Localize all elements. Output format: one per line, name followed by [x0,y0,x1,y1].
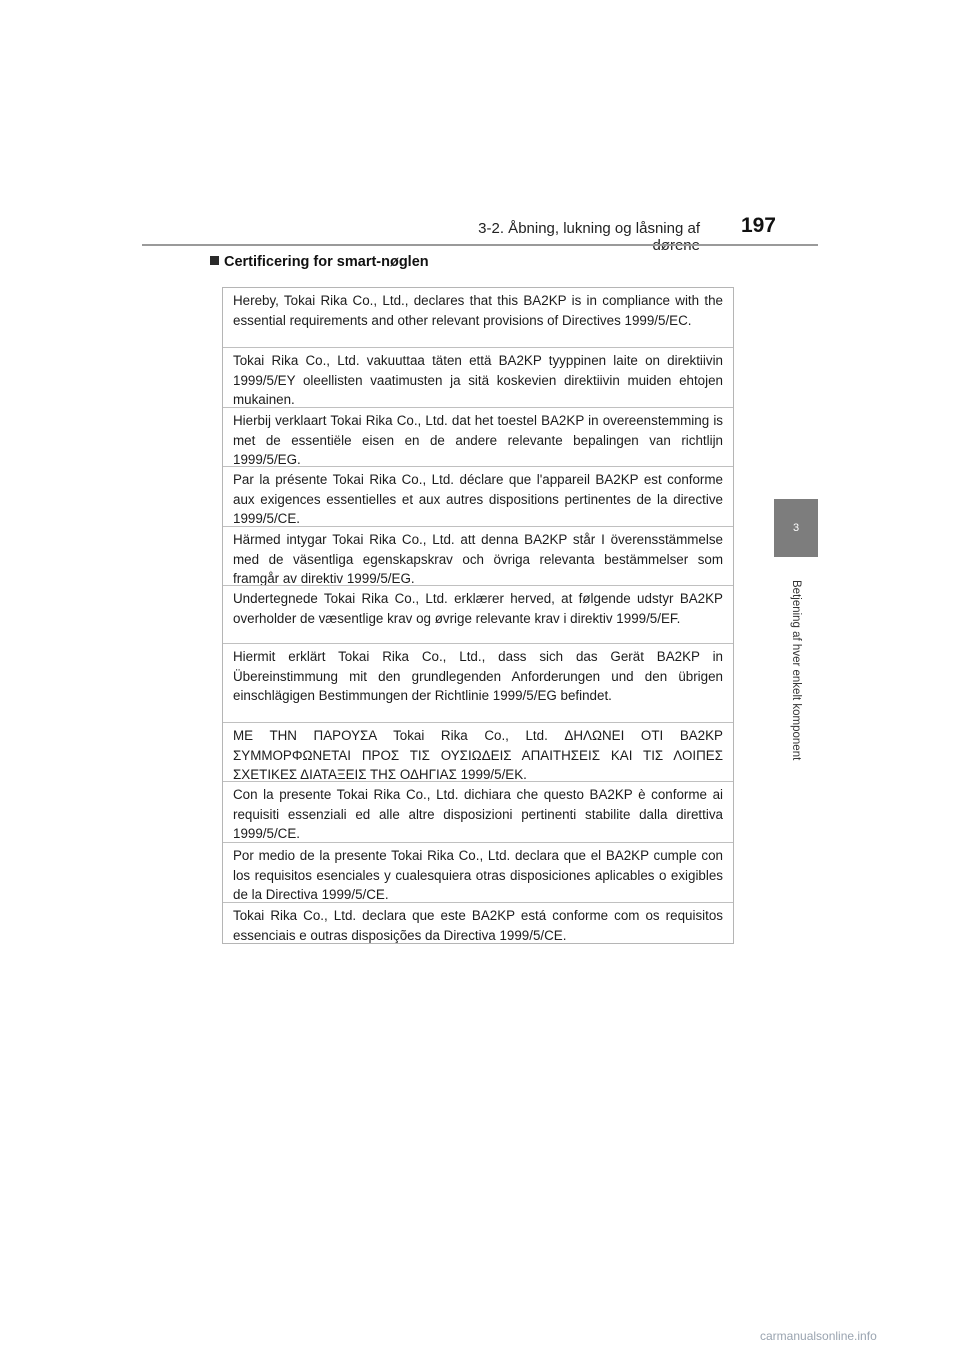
page-number: 197 [740,214,776,237]
declaration-row-da: Undertegnede Tokai Rika Co., Ltd. erklærer herved, at følgende udstyr BA2KP overholder de væsentlige krav og øvrige relevante krav i direktiv 1999/5/EF. [223,586,733,644]
square-bullet-icon [210,256,219,265]
declaration-row-en: Hereby, Tokai Rika Co., Ltd., declares that this BA2KP is in compliance with the essential requirements and other relevant provisions of Directives 1999/5/EC. [223,288,733,348]
declaration-row-de: Hiermit erklärt Tokai Rika Co., Ltd., dass sich das Gerät BA2KP in Übereinstimmung mit den grundlegenden Anforderungen und den übrigen einschlägigen Bestimmungen der Richtlinie 1999/5/EG befindet. [223,644,733,723]
section-title: 3-2. Åbning, lukning og låsning af [478,220,700,237]
declaration-row-el: ΜΕ ΤΗΝ ΠΑΡΟΥΣΑ Tokai Rika Co., Ltd. ΔΗΛΩΝΕΙ ΟΤΙ BA2KP ΣΥΜΜΟΡΦΩΝΕΤΑΙ ΠΡΟΣ ΤΙΣ ΟΥΣΙΩΔΕΙΣ ΑΠΑΙΤΗΣΕΙΣ ΚΑΙ ΤΙΣ ΛΟΙΠΕΣ ΣΧΕΤΙΚΕΣ ΔΙΑΤΑΞΕΙΣ ΤΗΣ ΟΔΗΓΙΑΣ 1999/5/ΕΚ. [223,723,733,782]
watermark: carmanualsonline.info [760,1329,877,1343]
declaration-row-it: Con la presente Tokai Rika Co., Ltd. dichiara che questo BA2KP è conforme ai requisiti essenziali ed alle altre disposizioni pertinenti stabilite dalla direttiva 1999/5/CE. [223,782,733,843]
chapter-tab [774,499,818,557]
declaration-row-pt: Tokai Rika Co., Ltd. declara que este BA2KP está conforme com os requisitos essenciais e outras disposições da Directiva 1999/5/CE. [233,908,723,943]
section-heading [210,254,429,270]
declaration-row-nl: Hierbij verklaart Tokai Rika Co., Ltd. dat het toestel BA2KP in overeenstemming is met de essentiële eisen en de andere relevante bepalingen van richtlijn 1999/5/EG. [223,408,733,467]
declaration-row-fr: Par la présente Tokai Rika Co., Ltd. déclare que l'appareil BA2KP est conforme aux exigences essentielles et aux autres dispositions pertinentes de la directive 1999/5/CE. [223,467,733,527]
declaration-row-sv: Härmed intygar Tokai Rika Co., Ltd. att denna BA2KP står I överensstämmelse med de väsentliga egenskapskrav och övriga relevanta bestämmelser som framgår av direktiv 1999/5/EG. [223,527,733,586]
header-divider [142,244,818,246]
chapter-title: Betjening af hver enkelt komponent [790,580,802,761]
declarations-table [222,287,734,944]
chapter-number: 3 [792,522,800,534]
declaration-row-fi: Tokai Rika Co., Ltd. vakuuttaa täten että BA2KP tyyppinen laite on direktiivin 1999/5/EY oleellisten vaatimusten ja sitä koskevien direktiivin muiden ehtojen mukainen. [223,348,733,408]
section-heading-text: Certificering for smart-nøglen [224,254,429,270]
declaration-row-es: Por medio de la presente Tokai Rika Co., Ltd. declara que el BA2KP cumple con los requisitos esenciales y cualesquiera otras disposiciones aplicables o exigibles de la Directiva 1999/5/CE. [223,843,733,903]
